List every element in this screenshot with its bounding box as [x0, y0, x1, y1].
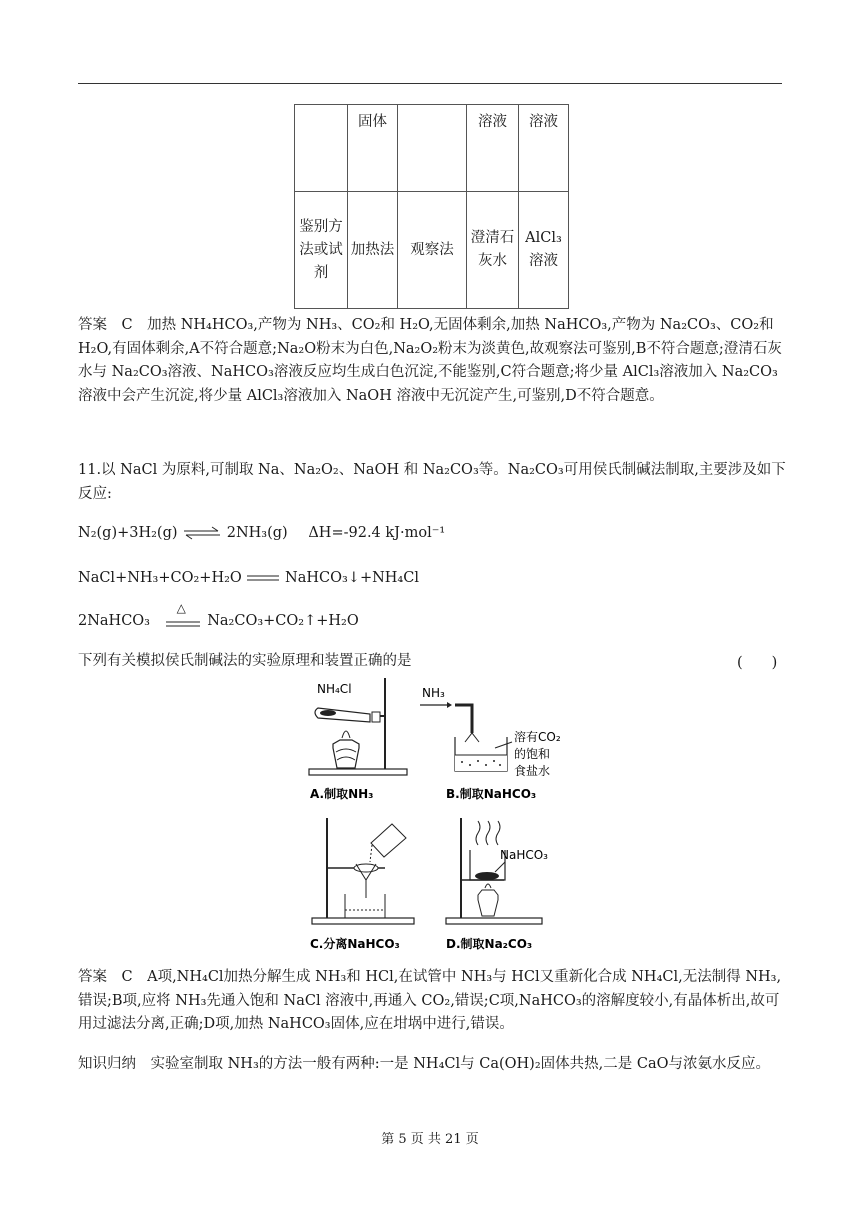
apparatus-b — [420, 686, 561, 801]
heat-symbol: △ — [176, 601, 186, 615]
table-cell: 澄清石灰水 — [467, 192, 519, 309]
apparatus-a — [309, 678, 407, 801]
table-cell: 加热法 — [348, 192, 398, 309]
a-reagent-label: NH₄Cl — [317, 682, 352, 696]
a-caption: A.制取NH₃ — [310, 787, 374, 801]
page-footer: 第 5 页 共 21 页 — [381, 1132, 479, 1147]
table-cell: 溶液 — [467, 105, 519, 192]
knowledge-summary: 知识归纳 实验室制取 NH₃的方法一般有两种:一是 NH₄Cl与 Ca(OH)₂固体共热,二是 CaO与浓氨水反应。 — [78, 1056, 770, 1072]
d-caption: D.制取Na₂CO₃ — [446, 937, 533, 951]
answer-blank: ( ) — [737, 655, 778, 671]
b-solution-line-3: 食盐水 — [514, 764, 551, 778]
table-cell-label: 鉴别方法或试剂 — [295, 192, 348, 309]
c-caption: C.分离NaHCO₃ — [310, 937, 400, 951]
apparatus-d — [446, 818, 548, 951]
eq1-right: 2NH₃(g) — [226, 525, 288, 541]
eq1-enthalpy: ΔH=-92.4 kJ·mol⁻¹ — [308, 525, 446, 541]
question-11-prompt: 下列有关模拟侯氏制碱法的实验原理和装置正确的是 — [78, 653, 412, 669]
table-cell: 固体 — [348, 105, 398, 192]
b-solution-line-2: 的饱和 — [514, 747, 551, 761]
eq2-left: NaCl+NH₃+CO₂+H₂O — [78, 570, 242, 586]
table-cell: AlCl₃溶液 — [519, 192, 569, 309]
d-reagent-label: NaHCO₃ — [500, 848, 548, 862]
eq2-right: NaHCO₃↓+NH₄Cl — [285, 570, 419, 586]
b-solution-line-1: 溶有CO₂ — [514, 730, 561, 744]
apparatus-c — [310, 818, 414, 951]
eq1-left: N₂(g)+3H₂(g) — [78, 525, 178, 541]
b-caption: B.制取NaHCO₃ — [446, 787, 537, 801]
b-gas-label: NH₃ — [422, 686, 445, 700]
eq3-right: Na₂CO₃+CO₂↑+H₂O — [207, 613, 359, 629]
question-11-stem: 11.以 NaCl 为原料,可制取 Na、Na₂O₂、NaOH 和 Na₂CO₃等。Na₂CO₃可用侯氏制碱法制取,主要涉及如下反应: — [78, 462, 786, 502]
answer-2: 答案 C A项,NH₄Cl加热分解生成 NH₃和 HCl,在试管中 NH₃与 HCl又重新化合成 NH₄Cl,无法制得 NH₃,错误;B项,应将 NH₃先通入饱和 NaCl 溶液中,再通入 CO₂,错误;C项,NaHCO₃的溶解度较小,有晶体析出,故可用过滤法分离,正确;D项,加热 NaHCO₃固体,应在坩埚中进行,错误。 — [78, 969, 782, 1032]
answer-1: 答案 C 加热 NH₄HCO₃,产物为 NH₃、CO₂和 H₂O,无固体剩余,加热 NaHCO₃,产物为 Na₂CO₃、CO₂和 H₂O,有固体剩余,A不符合题意;Na₂O粉末为白色,Na₂O₂粉末为淡黄色,故观察法可鉴别,B不符合题意;澄清石灰水与 Na₂CO₃溶液、NaHCO₃溶液反应均生成白色沉淀,不能鉴别,C符合题意;将少量 AlCl₃溶液加入 Na₂CO₃溶液中会产生沉淀,将少量 AlCl₃溶液加入 NaOH 溶液中无沉淀产生,可鉴别,D不符合题意。 — [78, 317, 782, 404]
table-cell: 溶液 — [519, 105, 569, 192]
table-cell: 观察法 — [398, 192, 467, 309]
eq3-left: 2NaHCO₃ — [78, 613, 150, 629]
